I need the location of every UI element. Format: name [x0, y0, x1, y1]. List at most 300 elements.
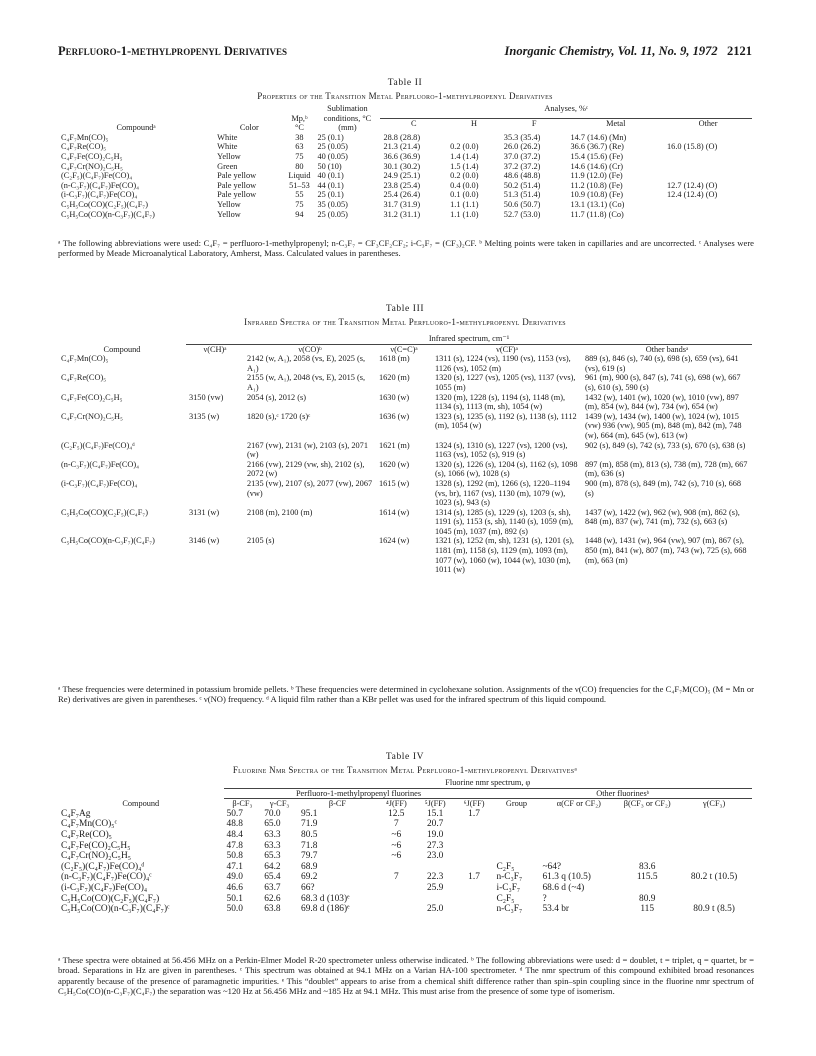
table3-footnote: ᵃ These frequencies were determined in potassium bromide pellets. ᵇ These frequencies were determined in cyclohexane solution. Assignments of the ν(CO) frequencies for the C₄F₇M(CO)₅ (M = Mn or Re) derivatives are given in parentheses. ᶜ ν(NO) frequency. ᵈ A liquid film rather than a KBr pellet was used for the infrared spectrum of this liquid compound. — [58, 684, 754, 705]
table-cell: 25.9 — [426, 882, 444, 893]
table-cell: C₂F₅ — [496, 861, 515, 872]
table-cell: 26.0 (26.2) — [503, 142, 541, 152]
table-cell — [539, 841, 618, 852]
table-cell: 35.3 (35.4) — [503, 132, 541, 142]
table-cell: White — [217, 142, 238, 152]
table-cell: 80.9 t (8.5) — [693, 904, 735, 915]
t2-col-h: H — [470, 118, 477, 128]
table-cell: 0.1 (0.0) — [450, 190, 479, 200]
table-cell: 1448 (w), 1431 (w), 964 (vw), 907 (m), 867 (s), 850 (m), 841 (w), 807 (m), 743 (w), 725 (s), 668 (m), 663 (m) — [585, 536, 747, 565]
table-cell: 79.7 — [301, 851, 318, 862]
table-row — [58, 904, 752, 915]
t4-col-spectrum: Fluorine nmr spectrum, φ — [224, 778, 752, 788]
table-cell: ? — [542, 893, 547, 904]
table-cell: 47.1 — [226, 861, 243, 872]
table-cell — [676, 862, 752, 873]
t2-col-sublimation: Sublimation conditions, °C (mm) — [323, 104, 372, 133]
table-cell: 95.1 — [301, 808, 318, 819]
table-cell: 2166 (vw), 2129 (vw, sh), 2102 (s), 2072 (w) — [247, 459, 365, 479]
table-cell: 69.8 d (186)ᵉ — [301, 904, 350, 915]
t3-col-ch: ν(CH)ᵃ — [203, 344, 227, 354]
table-cell: 62.6 — [264, 893, 281, 904]
table-cell: 1321 (s), 1252 (m, sh), 1231 (s), 1201 (s), 1181 (m), 1158 (s), 1129 (m), 1093 (m), 1077 (w), 1060 (w), 1044 (w), 1030 (m), 1011 (w) — [435, 536, 574, 575]
table-cell: 1.7 — [468, 872, 480, 883]
compound-cell: C₄F₇Cr(NO)₂C₅H₅ — [61, 851, 131, 862]
table-cell: 71.9 — [301, 819, 318, 830]
table-cell: 50.8 — [226, 851, 243, 862]
table-cell: 68.9 — [301, 861, 318, 872]
table-row — [58, 841, 752, 852]
table-cell: 50.6 (50.7) — [503, 199, 541, 209]
t2-col-mp: Mp,ᵇ °C — [291, 113, 308, 133]
table-cell: 64.2 — [264, 861, 281, 872]
table-cell: 47.8 — [226, 840, 243, 851]
table2-title: Properties of the Transition Metal Perfluoro-1-methylpropenyl Derivatives — [257, 91, 553, 101]
table-cell: Yellow — [217, 209, 241, 219]
table-cell: n-C₃F₇ — [496, 872, 523, 883]
table-cell — [676, 819, 752, 830]
table-cell: 51.3 (51.4) — [503, 190, 541, 200]
compound-cell: C₄F₇Fe(CO)₂C₅H₅ — [61, 840, 131, 851]
table-cell: 63.8 — [264, 904, 281, 915]
table-cell: 2167 (vw), 2131 (w), 2103 (s), 2071 (w) — [247, 440, 368, 460]
table3-label: Table III — [385, 304, 425, 314]
table-cell: 75 — [295, 151, 304, 161]
table-cell: 1.7 — [468, 808, 480, 819]
table-row — [58, 142, 752, 152]
table-cell: 1320 (s), 1227 (vs), 1205 (vs), 1137 (vvs), 1055 (m) — [435, 373, 576, 392]
compound-cell: C₅H₅Co(CO)(n-C₃F₇)(C₄F₇) — [61, 536, 155, 546]
table-cell: 61.3 q (10.5) — [542, 872, 591, 883]
table-cell: 115.5 — [636, 872, 658, 883]
table-cell: 0.4 (0.0) — [450, 180, 479, 190]
table-cell: 83.6 — [639, 861, 656, 872]
table-cell: 50.0 — [226, 904, 243, 915]
table-cell: 1618 (m) — [379, 354, 410, 364]
table-cell: 1.5 (1.4) — [450, 161, 479, 171]
table-cell: 63.3 — [264, 840, 281, 851]
table-cell — [416, 894, 455, 905]
table-cell — [493, 851, 539, 862]
table-cell — [539, 819, 618, 830]
table-cell: 38 — [295, 132, 304, 142]
table-cell: 51–53 — [289, 180, 310, 190]
table-cell: 15.4 (15.6) (Fe) — [570, 151, 624, 161]
table-cell — [664, 200, 752, 210]
table-cell: 1439 (w), 1434 (w), 1400 (w), 1024 (w), 1015 (vw) 936 (vw), 905 (m), 848 (m), 842 (m), 748 (w), 664 (m), 645 (w), 613 (w) — [585, 411, 742, 440]
table-cell: 1636 (w) — [379, 411, 410, 421]
table-cell: 44 (0.1) — [317, 180, 344, 190]
table-cell: 13.1 (13.1) (Co) — [570, 199, 625, 209]
table-cell: 3135 (w) — [189, 411, 220, 421]
table-cell: 36.6 (36.7) (Re) — [570, 142, 624, 152]
t4-col-gcf3: γ-CF₃ — [269, 799, 290, 809]
t3-col-spectrum: Infrared spectrum, cm⁻¹ — [186, 334, 752, 344]
table-cell: 14.6 (14.6) (Cr) — [570, 161, 624, 171]
table-cell: i-C₃F₇ — [496, 882, 521, 893]
table-cell: White — [217, 132, 238, 142]
t3-col-compound: Compound — [103, 344, 141, 354]
table-cell: 50.1 — [226, 893, 243, 904]
t2-col-analyses: Analyses, %ᶜ — [380, 104, 752, 118]
table-cell: 961 (m), 900 (s), 847 (s), 741 (s), 698 (w), 667 (s), 610 (s), 590 (s) — [585, 373, 741, 392]
table-cell: Pale yellow — [217, 180, 257, 190]
table-cell: 69.2 — [301, 872, 318, 883]
compound-cell: C₄F₇Cr(NO)₂C₅H₅ — [61, 161, 123, 171]
table-cell: 28.8 (28.8) — [383, 132, 421, 142]
table-cell — [664, 133, 752, 143]
table-cell — [664, 152, 752, 162]
table-cell — [186, 441, 244, 460]
table-cell: 37.0 (37.2) — [503, 151, 541, 161]
table-cell: 1328 (s), 1292 (m), 1266 (s), 1220–1194 (vs, br), 1167 (vs), 1130 (m), 1079 (w), 1023 (s), 943 (s) — [435, 478, 570, 508]
table-cell: 31.7 (31.9) — [383, 199, 421, 209]
compound-cell: (n-C₃F₇)(C₄F₇)Fe(CO)₄ — [61, 459, 140, 469]
table-cell: Liquid — [288, 171, 311, 181]
table-cell — [618, 851, 676, 862]
t4-col-j5: ⁵J(FF) — [424, 799, 446, 809]
table-row — [58, 181, 752, 191]
table-row — [58, 412, 752, 441]
table-cell — [664, 162, 752, 172]
table-cell — [455, 883, 494, 894]
table-cell: 10.9 (10.8) (Fe) — [570, 190, 624, 200]
table-cell: 7 — [393, 819, 399, 830]
table-row — [58, 190, 752, 200]
table-cell — [186, 354, 244, 373]
t4-col-beta: β(CF₃ or CF₂) — [623, 799, 671, 809]
table-cell: 25.4 (26.4) — [383, 190, 421, 200]
table-cell: 12.4 (12.4) (O) — [667, 190, 718, 200]
table-cell: 1311 (s), 1224 (vs), 1190 (vs), 1153 (vs), 1126 (vs), 1052 (m) — [435, 354, 571, 373]
t4-col-compound: Compound — [122, 799, 160, 809]
table-cell: Green — [217, 161, 238, 171]
table-cell: 50.7 — [226, 808, 243, 819]
table-cell: 50.2 (51.4) — [503, 180, 541, 190]
compound-cell: C₅H₅Co(CO)(C₂F₅)(C₄F₇) — [61, 893, 160, 904]
table-cell: 48.6 (48.8) — [503, 171, 541, 181]
table-cell: 902 (s), 849 (s), 742 (s), 733 (s), 670 (s), 638 (s) — [585, 440, 746, 450]
compound-cell: C₄F₇Ag — [61, 808, 91, 819]
t4-col-bcf: β-CF — [328, 799, 346, 809]
table-cell: 1.4 (1.4) — [450, 151, 479, 161]
compound-cell: C₄F₇Fe(CO)₂C₅H₅ — [61, 151, 123, 161]
table-cell — [455, 830, 494, 841]
table-cell: 48.8 — [226, 819, 243, 830]
table-cell: ~6 — [391, 829, 402, 840]
compound-cell: (i-C₃F₇)(C₄F₇)Fe(CO)₄ — [61, 882, 148, 893]
table-cell: 25.0 — [426, 904, 444, 915]
table-cell: 37.2 (37.2) — [503, 161, 541, 171]
table-cell — [455, 904, 494, 915]
table-cell — [493, 830, 539, 841]
table-cell: 24.9 (25.1) — [383, 171, 421, 181]
table-cell — [676, 809, 752, 820]
compound-cell: (i-C₃F₇)(C₄F₇)Fe(CO)₄ — [61, 478, 138, 488]
compound-cell: C₅H₅Co(CO)(C₂F₅)(C₄F₇) — [61, 507, 148, 517]
table-cell — [539, 851, 618, 862]
table-cell: 3150 (vw) — [189, 392, 224, 402]
table-cell — [377, 862, 416, 873]
table-cell: 1615 (w) — [379, 478, 410, 488]
table-row — [58, 460, 752, 479]
table-cell: 1620 (w) — [379, 459, 410, 469]
compound-cell: C₅H₅Co(CO)(n-C₃F₇)(C₄F₇) — [61, 209, 155, 219]
table-cell: 80.2 t (10.5) — [690, 872, 738, 883]
table3-title: Infrared Spectra of the Transition Metal Perfluoro-1-methylpropenyl Derivatives — [244, 317, 566, 327]
table-cell: 0.2 (0.0) — [450, 171, 479, 181]
t3-col-co: ν(CO)ᵇ — [298, 344, 322, 354]
table-row — [58, 851, 752, 862]
table4-body — [58, 809, 752, 915]
table-cell: 65.0 — [264, 819, 281, 830]
compound-cell: C₄F₇Re(CO)₅ — [61, 142, 107, 152]
compound-cell: C₅H₅Co(CO)(C₂F₅)(C₄F₇) — [61, 199, 148, 209]
table-cell: 21.3 (21.4) — [383, 142, 421, 152]
table-cell: 70.0 — [264, 808, 281, 819]
t2-col-other: Other — [698, 118, 718, 128]
table-cell — [455, 862, 494, 873]
table-cell: 2108 (m), 2100 (m) — [247, 507, 313, 517]
table-cell: 12.5 — [388, 808, 405, 819]
table-cell: 1432 (w), 1401 (w), 1020 (w), 1010 (vw), 897 (m), 854 (w), 844 (w), 734 (w), 654 (w) — [585, 392, 739, 412]
compound-cell: (n-C₃F₇)(C₄F₇)Fe(CO)₄ᶜ — [61, 872, 152, 883]
table-cell: ~6 — [391, 851, 402, 862]
table-cell: 36.6 (36.9) — [383, 151, 421, 161]
t3-col-cc: ν(C=C)ᵃ — [390, 344, 418, 354]
table-row — [58, 441, 752, 460]
table-cell: 889 (s), 846 (s), 740 (s), 698 (s), 659 (vs), 641 (vs), 619 (s) — [585, 354, 739, 373]
table-cell: Pale yellow — [217, 190, 257, 200]
table-cell: 19.0 — [426, 829, 444, 840]
table-cell: 63 — [295, 142, 304, 152]
compound-cell: C₄F₇Fe(CO)₂C₅H₅ — [61, 392, 123, 402]
table-cell — [186, 460, 244, 479]
table-cell: 1624 (w) — [379, 536, 410, 546]
table-cell: 1320 (s), 1226 (s), 1204 (s), 1162 (s), 1098 (s), 1066 (w), 1028 (s) — [435, 459, 578, 479]
table2-footnote: ᵃ The following abbreviations were used: C₄F₇ = perfluoro-1-methylpropenyl; n-C₃F₇ = CF₃CF₂CF₂; i-C₃F₇ = (CF₃)₂CF. ᵇ Melting points were taken in capillaries and are uncorrected. ᶜ Analyses were performed by Meade Microanalytical Laboratory, Amherst, Mass. Calculated values in parentheses. — [58, 238, 754, 259]
table2-caption — [58, 78, 752, 101]
table-cell: ~64? — [542, 861, 562, 872]
table-cell: 1320 (m), 1228 (s), 1194 (s), 1148 (m), 1134 (s), 1113 (m, sh), 1054 (w) — [435, 392, 566, 412]
table-cell: 0.2 (0.0) — [450, 142, 479, 152]
table-cell: 49.0 — [226, 872, 243, 883]
table-cell: 1630 (w) — [379, 392, 410, 402]
table2-body — [58, 133, 752, 219]
table-cell: 1820 (s),ᶜ 1720 (s)ᶜ — [247, 411, 311, 421]
table-cell: n-C₃F₇ — [496, 904, 523, 915]
compound-cell: (i-C₃F₇)(C₄F₇)Fe(CO)₄ — [61, 190, 138, 200]
table-cell: 53.4 br — [542, 904, 570, 915]
table-row — [58, 200, 752, 210]
table-cell: 65.3 — [264, 851, 281, 862]
compound-cell: (C₂F₅)(C₄F₇)Fe(CO)₄ᵈ — [61, 440, 135, 450]
compound-cell: C₄F₇Cr(NO)₂C₅H₅ — [61, 411, 123, 421]
table2 — [58, 104, 752, 219]
table-cell: 40 (0.05) — [317, 151, 348, 161]
table-row — [58, 354, 752, 373]
table4-title: Fluorine Nmr Spectra of the Transition Metal Perfluoro-1-methylpropenyl Derivativesᵃ — [232, 765, 578, 775]
table-cell: 40 (0.1) — [317, 171, 344, 181]
t2-col-c: C — [411, 118, 417, 128]
table-cell: 48.4 — [226, 829, 243, 840]
t2-col-compound: Compoundᵃ — [116, 123, 156, 133]
table-cell — [447, 133, 501, 143]
compound-cell: (n-C₃F₇)(C₄F₇)Fe(CO)₄ — [61, 180, 140, 190]
table-row — [58, 162, 752, 172]
t4-col-pmp: Perfluoro-1-methylpropenyl fluorines — [224, 788, 494, 799]
table-cell — [539, 809, 618, 820]
t4-col-bcf3: β-CF₃ — [232, 799, 253, 809]
table-cell — [377, 894, 416, 905]
table-cell: 1.1 (1.1) — [450, 199, 479, 209]
compound-cell: (C₂F₅)(C₄F₇)Fe(CO)₄ — [61, 171, 133, 181]
compound-cell: C₄F₇Re(CO)₅ — [61, 373, 107, 383]
table-cell — [676, 851, 752, 862]
header-right — [505, 44, 753, 60]
table-cell: 1324 (s), 1310 (s), 1227 (vs), 1200 (vs), 1163 (vs), 1052 (s), 919 (s) — [435, 440, 568, 460]
compound-cell: C₄F₇Mn(CO)₅ — [61, 132, 109, 142]
table-cell — [539, 830, 618, 841]
table-cell: 66? — [301, 882, 315, 893]
table-cell — [186, 373, 244, 392]
table-cell: ~6 — [391, 840, 402, 851]
table-cell: 27.3 — [426, 840, 444, 851]
table-row — [58, 872, 752, 883]
table-cell: 63.3 — [264, 829, 281, 840]
table-cell — [493, 841, 539, 852]
table-cell: 1437 (w), 1422 (w), 962 (w), 908 (m), 862 (s), 848 (m), 837 (w), 741 (m), 732 (s), 663 (s) — [585, 507, 740, 527]
table-cell: 68.3 d (103)ᵉ — [301, 893, 350, 904]
table-row — [58, 152, 752, 162]
table-cell: 1314 (s), 1285 (s), 1229 (s), 1203 (s, sh), 1191 (s), 1153 (s, sh), 1140 (s), 1059 (m), 1045 (m), 1037 (m), 892 (s) — [435, 507, 574, 536]
table-row — [58, 862, 752, 873]
table-cell — [676, 883, 752, 894]
table-cell: 11.9 (12.0) (Fe) — [570, 171, 623, 181]
table-cell: 23.8 (25.4) — [383, 180, 421, 190]
table-cell: 900 (m), 878 (s), 849 (m), 742 (s), 710 (s), 668 (s) — [585, 478, 742, 498]
table-row — [58, 210, 752, 220]
table-cell: 71.8 — [301, 840, 318, 851]
compound-cell: C₅H₅Co(CO)(n-C₃F₇)(C₄F₇)ᶜ — [61, 904, 170, 915]
table-cell: 11.7 (11.8) (Co) — [570, 209, 624, 219]
table-cell: 65.4 — [264, 872, 281, 883]
table-cell: 46.6 — [226, 882, 243, 893]
table-cell — [377, 883, 416, 894]
compound-cell: (C₂F₅)(C₄F₇)Fe(CO)₄ᵈ — [61, 861, 145, 872]
table-cell: 30.1 (30.2) — [383, 161, 421, 171]
table-cell — [455, 841, 494, 852]
table-cell: 3131 (w) — [189, 507, 220, 517]
compound-cell: C₄F₇Mn(CO)₅ᶜ — [61, 819, 117, 830]
table-row — [58, 830, 752, 841]
t2-col-color: Color — [239, 123, 259, 133]
table-cell: 35 (0.05) — [317, 199, 348, 209]
table-cell: 63.7 — [264, 882, 281, 893]
t3-col-cf: ν(CF)ᵃ — [496, 344, 518, 354]
t4-col-alpha: α(CF or CF₂) — [556, 799, 601, 809]
table-cell: 68.6 d (~4) — [542, 882, 585, 893]
table4-label: Table IV — [385, 752, 425, 762]
table-row — [58, 536, 752, 574]
table-cell: 80 — [295, 161, 304, 171]
table-cell — [455, 894, 494, 905]
table-cell — [618, 883, 676, 894]
compound-cell: C₄F₇Re(CO)₅ — [61, 829, 112, 840]
table-row — [58, 393, 752, 412]
table-cell: 2054 (s), 2012 (s) — [247, 392, 306, 402]
table-cell — [416, 862, 455, 873]
table-cell: 11.2 (10.8) (Fe) — [570, 180, 623, 190]
table-row — [58, 508, 752, 537]
header-left-title: Perfluoro-1-methylpropenyl Derivatives — [58, 44, 288, 58]
table-cell — [493, 809, 539, 820]
table-cell: 16.0 (15.8) (O) — [667, 142, 718, 152]
table-cell: 2155 (w, A₁), 2048 (vs, E), 2015 (s, A₁) — [247, 373, 366, 392]
table-cell: 80.5 — [301, 829, 318, 840]
table3 — [58, 334, 752, 575]
table-cell: 55 — [295, 190, 304, 200]
table-row — [58, 479, 752, 508]
table-cell — [493, 819, 539, 830]
table-cell — [377, 904, 416, 915]
t4-col-group: Group — [505, 799, 528, 809]
table3-caption — [58, 304, 752, 327]
t4-col-gamma: γ(CF₃) — [702, 799, 726, 809]
table-cell: 1.1 (1.0) — [450, 209, 479, 219]
table-cell — [664, 210, 752, 220]
t3-col-other: Other bandsᵃ — [645, 344, 689, 354]
t2-col-metal: Metal — [606, 118, 626, 128]
compound-cell: C₄F₇Mn(CO)₅ — [61, 354, 109, 364]
table-cell — [186, 479, 244, 508]
table-row — [58, 894, 752, 905]
table-cell — [618, 809, 676, 820]
table-cell: 7 — [393, 872, 399, 883]
table-cell — [455, 851, 494, 862]
table-cell — [618, 830, 676, 841]
table-row — [58, 883, 752, 894]
table-row — [58, 809, 752, 820]
table-cell: 75 — [295, 199, 304, 209]
table-cell: 3146 (w) — [189, 536, 220, 546]
table-cell — [664, 171, 752, 181]
t4-col-j6: ⁶J(FF) — [463, 799, 485, 809]
table-cell: 2142 (w, A₁), 2058 (vs, E), 2025 (s, A₁) — [247, 354, 366, 373]
t4-col-j4: ⁴J(FF) — [385, 799, 407, 809]
table-cell: 115 — [640, 904, 655, 915]
table-cell: 1614 (w) — [379, 507, 410, 517]
table4-footnote: ᵃ These spectra were obtained at 56.456 MHz on a Perkin-Elmer Model R-20 spectrometer unless otherwise indicated. ᵇ The following abbreviations were used: d = doublet, t = triplet, q = quartet, br = broad. Separations in Hz are given in parentheses. ᶜ This spectrum was obtained at 94.1 MHz on a Varian HA-100 spectrometer. ᵈ The nmr spectrum of this compound exhibited broad resonances apparently because of the presence of paramagnetic impurities. ᵉ This “doublet” appears to arise from a chemical shift difference rather than spin–spin coupling since in the fluorine nmr spectrum of C₅H₅Co(CO)(n-C₃F₇)(C₄F₇) the separation was ~120 Hz at 56.456 MHz and ~185 Hz at 94.1 MHz. This must arise from the presence of some type of isomerism. — [58, 955, 754, 997]
table-row — [58, 171, 752, 181]
table4-caption — [58, 752, 752, 775]
table-cell: 25 (0.05) — [317, 209, 348, 219]
table-cell — [618, 819, 676, 830]
journal-citation: Inorganic Chemistry, Vol. 11, No. 9, 1972 — [504, 44, 718, 58]
table-row — [58, 819, 752, 830]
table-cell: 2105 (s) — [247, 536, 275, 546]
table-cell — [676, 830, 752, 841]
table-cell — [618, 841, 676, 852]
page-number: 2121 — [727, 44, 752, 58]
table-cell: 1621 (m) — [379, 440, 410, 450]
table-cell: 14.7 (14.6) (Mn) — [570, 132, 627, 142]
running-header — [58, 44, 752, 60]
t4-col-other: Other fluorinesᵇ — [493, 788, 752, 799]
table-cell: 50 (10) — [317, 161, 342, 171]
table2-label: Table II — [387, 78, 423, 88]
table-cell — [455, 819, 494, 830]
